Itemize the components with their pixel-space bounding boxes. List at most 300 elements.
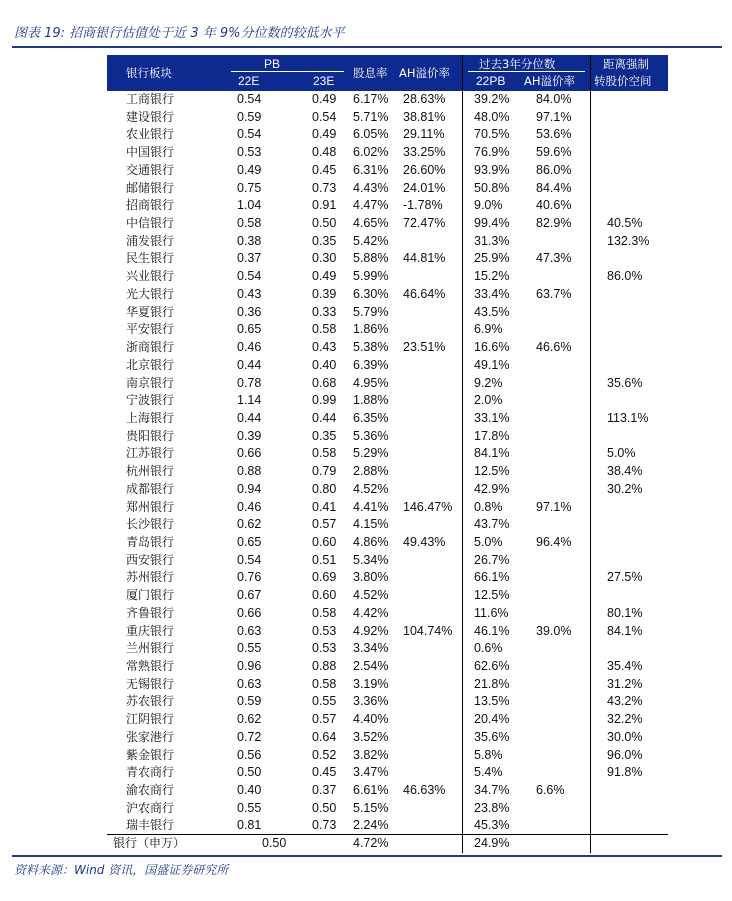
table-row xyxy=(107,321,668,339)
cell-dy: 2.54% xyxy=(353,659,389,673)
cell-name: 成都银行 xyxy=(126,481,175,496)
cell-pb22: 0.55 xyxy=(237,641,262,656)
table-row xyxy=(107,693,668,711)
summary-pb22p: 24.9% xyxy=(474,836,510,851)
cell-dy: 3.82% xyxy=(353,747,389,762)
cell-ah: 24.01% xyxy=(403,180,446,195)
cell-ahp: 46.6% xyxy=(536,340,572,355)
cell-dy: 3.19% xyxy=(353,676,389,691)
cell-dy: 4.42% xyxy=(353,605,389,620)
cell-dy: 6.17% xyxy=(353,92,389,106)
table-row xyxy=(107,676,668,694)
cell-dy: 1.88% xyxy=(353,393,389,408)
table-row xyxy=(107,623,668,641)
cell-pb22p: 66.1% xyxy=(474,570,510,585)
cell-dist: 132.3% xyxy=(607,233,650,248)
cell-name: 建设银行 xyxy=(126,109,175,124)
cell-dist: 80.1% xyxy=(607,605,643,620)
cell-pb23: 0.58 xyxy=(312,676,337,691)
cell-pb22: 0.50 xyxy=(237,765,262,780)
cell-ah: 33.25% xyxy=(403,145,446,160)
cell-pb22: 0.44 xyxy=(237,357,262,372)
cell-pb23: 0.57 xyxy=(312,517,337,532)
cell-pb22: 0.76 xyxy=(237,570,262,585)
cell-pb22: 0.43 xyxy=(237,286,262,301)
cell-pb22: 0.37 xyxy=(237,251,262,266)
cell-name: 工商银行 xyxy=(126,92,175,106)
cell-name: 兰州银行 xyxy=(126,641,175,656)
summary-pb22: 0.50 xyxy=(262,836,287,851)
cell-name: 苏州银行 xyxy=(126,570,175,585)
cell-dist: 43.2% xyxy=(607,694,643,709)
cell-pb22: 0.81 xyxy=(237,818,262,833)
cell-pb22p: 17.8% xyxy=(474,428,510,443)
cell-pb23: 0.37 xyxy=(312,783,337,798)
cell-ahp: 97.1% xyxy=(536,499,572,514)
table-row xyxy=(107,144,668,162)
cell-pb22p: 5.0% xyxy=(474,534,503,549)
cell-dist: 84.1% xyxy=(607,623,643,638)
table-row xyxy=(107,782,668,800)
cell-ahp: 96.4% xyxy=(536,534,572,549)
cell-pb23: 0.49 xyxy=(312,127,337,142)
cell-name: 光大银行 xyxy=(126,286,175,301)
cell-ahp: 6.6% xyxy=(536,783,565,798)
cell-pb22: 0.53 xyxy=(237,145,262,160)
summary-name: 银行（申万） xyxy=(113,836,186,851)
cell-pb23: 0.79 xyxy=(312,464,337,479)
cell-pb23: 0.68 xyxy=(312,375,337,390)
cell-dy: 4.65% xyxy=(353,216,389,231)
cell-pb22p: 49.1% xyxy=(474,357,510,372)
table-body xyxy=(107,91,668,853)
cell-pb22: 0.54 xyxy=(237,127,262,142)
cell-pb22p: 46.1% xyxy=(474,623,510,638)
cell-name: 浦发银行 xyxy=(126,233,175,248)
top-rule xyxy=(12,46,722,48)
cell-ah: 44.81% xyxy=(403,251,446,266)
cell-name: 青岛银行 xyxy=(126,534,175,549)
cell-dy: 6.02% xyxy=(353,145,389,160)
cell-dist: 30.2% xyxy=(607,481,643,496)
cell-pb22: 0.59 xyxy=(237,109,262,124)
cell-dy: 4.52% xyxy=(353,481,389,496)
cell-name: 邮储银行 xyxy=(126,180,175,195)
cell-pb22: 0.96 xyxy=(237,659,262,673)
cell-name: 贵阳银行 xyxy=(126,428,175,443)
cell-dy: 6.35% xyxy=(353,410,389,425)
table-header xyxy=(107,55,668,91)
cell-pb22: 0.65 xyxy=(237,534,262,549)
cell-pb23: 0.99 xyxy=(312,393,337,408)
cell-pb22: 0.94 xyxy=(237,481,262,496)
cell-dist: 86.0% xyxy=(607,269,643,284)
cell-dy: 4.15% xyxy=(353,517,389,532)
table-row xyxy=(107,747,668,765)
cell-pb22: 0.54 xyxy=(237,92,262,106)
cell-name: 招商银行 xyxy=(126,198,175,213)
cell-ah: 104.74% xyxy=(403,623,453,638)
cell-ahp: 59.6% xyxy=(536,145,572,160)
cell-dy: 5.79% xyxy=(353,304,389,319)
cell-name: 民生银行 xyxy=(126,251,175,266)
table-row xyxy=(107,109,668,127)
cell-pb22p: 48.0% xyxy=(474,109,510,124)
header-pb: PB xyxy=(264,57,281,71)
cell-name: 中信银行 xyxy=(126,216,175,231)
header-past3y: 过去3年分位数 xyxy=(479,57,556,71)
cell-pb22p: 50.8% xyxy=(474,180,510,195)
cell-ahp: 40.6% xyxy=(536,198,572,213)
cell-dy: 4.41% xyxy=(353,499,389,514)
cell-pb22: 0.88 xyxy=(237,464,262,479)
table-row xyxy=(107,162,668,180)
cell-pb22p: 35.6% xyxy=(474,729,510,744)
cell-pb22p: 9.2% xyxy=(474,375,503,390)
header-dist-2: 转股价空间 xyxy=(594,74,652,88)
cell-pb23: 0.52 xyxy=(312,747,337,762)
cell-dy: 4.43% xyxy=(353,180,389,195)
table-row xyxy=(107,463,668,481)
cell-dy: 4.92% xyxy=(353,623,389,638)
cell-pb22: 0.46 xyxy=(237,499,262,514)
table-row xyxy=(107,304,668,322)
cell-pb23: 0.58 xyxy=(312,446,337,461)
cell-dy: 6.31% xyxy=(353,162,389,177)
cell-dy: 4.86% xyxy=(353,534,389,549)
cell-pb22p: 43.5% xyxy=(474,304,510,319)
cell-pb22p: 5.8% xyxy=(474,747,503,762)
cell-pb22p: 20.4% xyxy=(474,712,510,727)
cell-name: 交通银行 xyxy=(126,162,175,177)
cell-pb23: 0.45 xyxy=(312,765,337,780)
cell-pb22: 0.66 xyxy=(237,605,262,620)
cell-name: 中国银行 xyxy=(126,145,175,160)
cell-dist: 27.5% xyxy=(607,570,643,585)
table-row xyxy=(107,800,668,818)
cell-pb23: 0.43 xyxy=(312,340,337,355)
cell-name: 平安银行 xyxy=(126,322,175,337)
cell-ah: 46.63% xyxy=(403,783,446,798)
table-row xyxy=(107,428,668,446)
cell-ah: 146.47% xyxy=(403,499,453,514)
cell-ahp: 39.0% xyxy=(536,623,572,638)
table-row xyxy=(107,375,668,393)
cell-pb22: 0.75 xyxy=(237,180,262,195)
cell-name: 上海银行 xyxy=(126,410,175,425)
cell-pb22p: 15.2% xyxy=(474,269,510,284)
cell-dy: 6.39% xyxy=(353,357,389,372)
cell-pb22p: 9.0% xyxy=(474,198,503,213)
cell-ahp: 86.0% xyxy=(536,162,572,177)
cell-pb22: 0.78 xyxy=(237,375,262,390)
header-pb-23e: 23E xyxy=(313,74,335,88)
header-dist-1: 距离强制 xyxy=(603,57,649,71)
cell-dist: 40.5% xyxy=(607,216,643,231)
table-row xyxy=(107,534,668,552)
cell-pb23: 0.60 xyxy=(312,588,337,603)
figure-title: 图表 19: 招商银行估值处于近 3 年 9%分位数的较低水平 xyxy=(14,26,345,41)
table-row xyxy=(107,215,668,233)
cell-dist: 35.4% xyxy=(607,659,643,673)
cell-ah: 28.63% xyxy=(403,92,446,106)
cell-dy: 5.34% xyxy=(353,552,389,567)
table-row xyxy=(107,126,668,144)
cell-pb22p: 16.6% xyxy=(474,340,510,355)
cell-pb22: 0.63 xyxy=(237,676,262,691)
cell-pb22: 0.59 xyxy=(237,694,262,709)
cell-name: 长沙银行 xyxy=(126,517,175,532)
cell-pb22: 0.40 xyxy=(237,783,262,798)
divider-right xyxy=(590,55,591,853)
header-ah-premium: AH溢价率 xyxy=(399,66,451,80)
table-row xyxy=(107,711,668,729)
cell-name: 重庆银行 xyxy=(126,623,175,638)
cell-pb22p: 62.6% xyxy=(474,659,510,673)
cell-pb22p: 70.5% xyxy=(474,127,510,142)
cell-dy: 2.24% xyxy=(353,818,389,833)
cell-dist: 32.2% xyxy=(607,712,643,727)
cell-pb22p: 12.5% xyxy=(474,464,510,479)
header-ah-past: AH溢价率 xyxy=(524,74,576,88)
cell-pb23: 0.39 xyxy=(312,286,337,301)
table-row xyxy=(107,91,668,109)
cell-pb22p: 99.4% xyxy=(474,216,510,231)
table-row xyxy=(107,268,668,286)
cell-pb23: 0.73 xyxy=(312,818,337,833)
cell-pb22p: 0.8% xyxy=(474,499,503,514)
cell-pb22p: 84.1% xyxy=(474,446,510,461)
cell-pb23: 0.64 xyxy=(312,729,337,744)
cell-ahp: 63.7% xyxy=(536,286,572,301)
pb-underline xyxy=(231,71,344,72)
cell-pb23: 0.50 xyxy=(312,800,337,815)
table-row xyxy=(107,640,668,658)
cell-pb22p: 33.1% xyxy=(474,410,510,425)
source-note: 资料来源：Wind 资讯，国盛证券研究所 xyxy=(14,863,229,877)
cell-ahp: 53.6% xyxy=(536,127,572,142)
cell-pb22p: 93.9% xyxy=(474,162,510,177)
past3y-underline xyxy=(468,71,585,72)
cell-pb23: 0.48 xyxy=(312,145,337,160)
cell-pb22: 0.58 xyxy=(237,216,262,231)
cell-name: 厦门银行 xyxy=(126,588,175,603)
cell-dy: 5.88% xyxy=(353,251,389,266)
cell-name: 江阴银行 xyxy=(126,712,175,727)
cell-pb23: 0.53 xyxy=(312,623,337,638)
cell-dy: 6.61% xyxy=(353,783,389,798)
cell-pb22: 0.67 xyxy=(237,588,262,603)
cell-pb23: 0.91 xyxy=(312,198,337,213)
cell-pb22p: 12.5% xyxy=(474,588,510,603)
cell-pb23: 0.33 xyxy=(312,304,337,319)
cell-pb22: 0.65 xyxy=(237,322,262,337)
cell-pb22: 0.49 xyxy=(237,162,262,177)
cell-pb22: 0.55 xyxy=(237,800,262,815)
cell-dist: 38.4% xyxy=(607,464,643,479)
cell-pb23: 0.49 xyxy=(312,269,337,284)
cell-dy: 3.80% xyxy=(353,570,389,585)
cell-pb23: 0.41 xyxy=(312,499,337,514)
table-row xyxy=(107,552,668,570)
cell-name: 瑞丰银行 xyxy=(126,818,175,833)
cell-pb22p: 45.3% xyxy=(474,818,510,833)
cell-name: 杭州银行 xyxy=(126,464,175,479)
cell-pb22p: 0.6% xyxy=(474,641,503,656)
cell-name: 郑州银行 xyxy=(126,499,175,514)
cell-ah: 46.64% xyxy=(403,286,446,301)
table-row xyxy=(107,233,668,251)
cell-name: 宁波银行 xyxy=(126,393,175,408)
cell-name: 华夏银行 xyxy=(126,304,175,319)
cell-pb23: 0.30 xyxy=(312,251,337,266)
cell-pb22p: 6.9% xyxy=(474,322,503,337)
table-row xyxy=(107,339,668,357)
table-row xyxy=(107,250,668,268)
cell-pb22: 0.36 xyxy=(237,304,262,319)
cell-dy: 4.95% xyxy=(353,375,389,390)
cell-ah: 29.11% xyxy=(403,127,445,142)
cell-name: 苏农银行 xyxy=(126,694,175,709)
cell-name: 常熟银行 xyxy=(126,659,175,673)
cell-pb23: 0.73 xyxy=(312,180,337,195)
cell-ah: 23.51% xyxy=(403,340,446,355)
cell-dy: 3.52% xyxy=(353,729,389,744)
cell-pb22p: 13.5% xyxy=(474,694,510,709)
cell-name: 兴业银行 xyxy=(126,269,175,284)
cell-dy: 5.15% xyxy=(353,800,389,815)
cell-pb22: 0.72 xyxy=(237,729,262,744)
cell-ahp: 84.0% xyxy=(536,92,572,106)
cell-pb22p: 26.7% xyxy=(474,552,510,567)
cell-ah: 26.60% xyxy=(403,162,446,177)
cell-pb22: 0.46 xyxy=(237,340,262,355)
cell-pb23: 0.45 xyxy=(312,162,337,177)
table-row xyxy=(107,499,668,517)
summary-row xyxy=(107,835,668,853)
cell-ah: 72.47% xyxy=(403,216,446,231)
cell-pb22: 0.44 xyxy=(237,410,262,425)
cell-pb22: 0.62 xyxy=(237,517,262,532)
cell-ahp: 82.9% xyxy=(536,216,572,231)
cell-pb23: 0.54 xyxy=(312,109,337,124)
cell-pb22: 1.14 xyxy=(237,393,262,408)
table-row xyxy=(107,764,668,782)
cell-dy: 4.40% xyxy=(353,712,389,727)
cell-name: 青农商行 xyxy=(126,765,175,780)
cell-pb22p: 76.9% xyxy=(474,145,510,160)
cell-pb23: 0.35 xyxy=(312,233,337,248)
table-row xyxy=(107,658,668,676)
cell-ahp: 97.1% xyxy=(536,109,572,124)
cell-dy: 3.34% xyxy=(353,641,389,656)
summary-rule xyxy=(107,834,668,835)
table-row xyxy=(107,197,668,215)
cell-dy: 2.88% xyxy=(353,464,389,479)
table-row xyxy=(107,286,668,304)
cell-pb22p: 33.4% xyxy=(474,286,510,301)
cell-dy: 4.52% xyxy=(353,588,389,603)
cell-dy: 1.86% xyxy=(353,322,389,337)
cell-pb22p: 11.6% xyxy=(474,605,509,620)
cell-pb23: 0.49 xyxy=(312,92,337,106)
cell-name: 北京银行 xyxy=(126,357,175,372)
cell-ah: -1.78% xyxy=(403,198,443,213)
summary-dy: 4.72% xyxy=(353,836,389,851)
table-row xyxy=(107,445,668,463)
cell-pb23: 0.44 xyxy=(312,410,337,425)
table-row xyxy=(107,410,668,428)
cell-pb22: 1.04 xyxy=(237,198,262,213)
cell-pb22: 0.38 xyxy=(237,233,262,248)
cell-pb22p: 31.3% xyxy=(474,233,510,248)
cell-pb22p: 42.9% xyxy=(474,481,510,496)
cell-dy: 5.38% xyxy=(353,340,389,355)
cell-pb22p: 2.0% xyxy=(474,393,503,408)
cell-pb22: 0.54 xyxy=(237,269,262,284)
cell-pb23: 0.35 xyxy=(312,428,337,443)
cell-dy: 6.05% xyxy=(353,127,389,142)
cell-pb22p: 43.7% xyxy=(474,517,510,532)
header-22pb: 22PB xyxy=(476,74,506,88)
divider-left xyxy=(462,55,463,853)
cell-pb22p: 25.9% xyxy=(474,251,510,266)
cell-pb23: 0.58 xyxy=(312,322,337,337)
header-pb-22e: 22E xyxy=(238,74,260,88)
cell-dy: 5.29% xyxy=(353,446,389,461)
cell-dist: 31.2% xyxy=(607,676,643,691)
cell-dy: 3.47% xyxy=(353,765,389,780)
cell-name: 西安银行 xyxy=(126,552,175,567)
cell-pb22: 0.54 xyxy=(237,552,262,567)
cell-name: 齐鲁银行 xyxy=(126,605,175,620)
table-row xyxy=(107,817,668,835)
cell-ah: 49.43% xyxy=(403,534,446,549)
cell-pb22: 0.66 xyxy=(237,446,262,461)
cell-pb22: 0.62 xyxy=(237,712,262,727)
table-row xyxy=(107,392,668,410)
cell-name: 沪农商行 xyxy=(126,800,175,815)
cell-dist: 30.0% xyxy=(607,729,643,744)
cell-pb23: 0.88 xyxy=(312,659,337,673)
cell-pb23: 0.60 xyxy=(312,534,337,549)
table-row xyxy=(107,605,668,623)
header-bank: 银行板块 xyxy=(126,66,172,80)
cell-name: 南京银行 xyxy=(126,375,175,390)
cell-name: 无锡银行 xyxy=(126,676,175,691)
cell-pb22: 0.39 xyxy=(237,428,262,443)
cell-pb23: 0.50 xyxy=(312,216,337,231)
cell-name: 渝农商行 xyxy=(126,783,175,798)
bottom-rule xyxy=(12,855,722,857)
header-dividend: 股息率 xyxy=(353,66,388,80)
cell-name: 江苏银行 xyxy=(126,446,175,461)
cell-name: 紫金银行 xyxy=(126,747,175,762)
cell-pb23: 0.40 xyxy=(312,357,337,372)
cell-ah: 38.81% xyxy=(403,109,446,124)
cell-name: 张家港行 xyxy=(126,729,175,744)
cell-pb22p: 21.8% xyxy=(474,676,510,691)
cell-pb22p: 23.8% xyxy=(474,800,510,815)
cell-dist: 113.1% xyxy=(607,410,649,425)
cell-pb23: 0.57 xyxy=(312,712,337,727)
cell-pb23: 0.80 xyxy=(312,481,337,496)
cell-pb22: 0.56 xyxy=(237,747,262,762)
cell-dy: 5.99% xyxy=(353,269,389,284)
table-row xyxy=(107,729,668,747)
cell-ahp: 84.4% xyxy=(536,180,572,195)
cell-dy: 5.71% xyxy=(353,109,389,124)
